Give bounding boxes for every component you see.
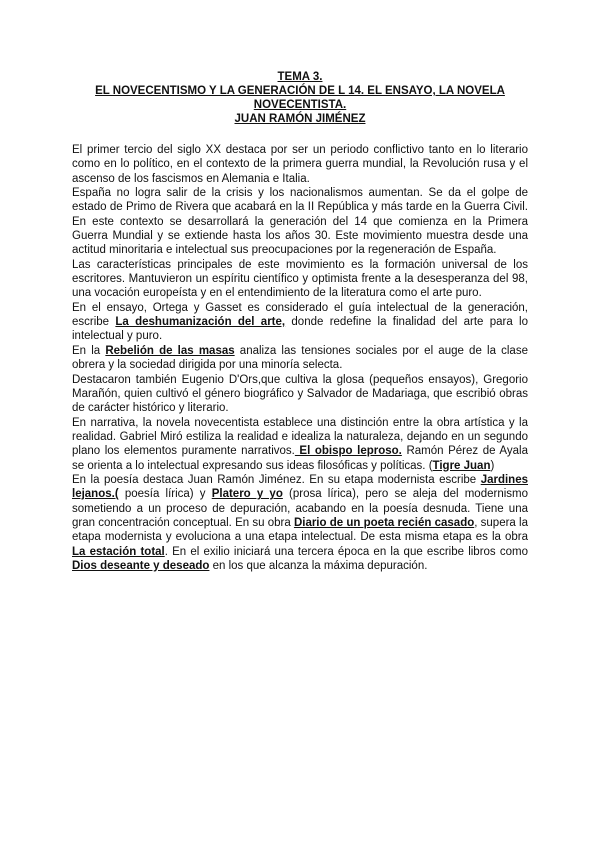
text-run: En narrativa, la novela novecentista establece una distinción entre la obra artística y la realidad. Gabriel Miró estiliza la realidad e idealiza la naturaleza, dejando en un segundo plano los elementos puramente narrativos. [72, 416, 528, 458]
book-title: El obispo leproso. [294, 445, 402, 458]
title-line: TEMA 3. [277, 71, 323, 83]
text-run: poesía lírica) y [118, 488, 212, 501]
text-run: en los que alcanza la máxima depuración. [209, 559, 428, 572]
paragraph-context: España no logra salir de la crisis y los nacionalismos aumentan. Se da el golpe de estado de Primo de Rivera que acabará en la II República y más tarde en la Guerra Civil. En este contexto se desarrollará la generación del 14 que comienza en la Primera Guerra Mundial y se extiende hasta los años 30. Este movimiento muestra desde una actitud minoritaria e intelectual sus preocupaciones por la regeneración de España. [72, 187, 528, 257]
book-title: Dios deseante y deseado [72, 559, 210, 572]
paragraph-poetry [72, 473, 528, 573]
paragraph-essayists: Destacaron también Eugenio D'Ors,que cultiva la glosa (pequeños ensayos), Gregorio Marañón, quien cultivó el género biográfico y Salvador de Madariaga, que escribió obras de carácter histórico y literario. [72, 373, 528, 415]
document-body [72, 143, 528, 573]
text-run: donde redefine la finalidad del arte para lo intelectual y puro. [72, 316, 528, 343]
paragraph-ortega [72, 301, 528, 344]
document-title [72, 70, 528, 126]
text-run: En el ensayo, Ortega y Gasset es considerado el guía intelectual de la generación, escribe [72, 301, 528, 329]
book-title: Rebelión de las masas [105, 344, 235, 357]
paragraph-intro: El primer tercio del siglo XX destaca por ser un periodo conflictivo tanto en lo literario como en lo político, en el contexto de la primera guerra mundial, la Revolución rusa y el ascenso de los fascismos en Alemania e Italia. [72, 144, 528, 185]
paragraph-rebelion [72, 344, 528, 373]
text-run: (prosa lírica), pero se aleja del modernismo sometiendo a un proceso de depuración, acabando en la poesía desnuda. Tiene una gran concentración conceptual. En su obra [72, 488, 528, 529]
title-line: EL NOVECENTISMO Y LA GENERACIÓN DE L 14. EL ENSAYO, LA NOVELA [95, 85, 505, 97]
text-run: analiza las tensiones sociales por el auge de la clase obrera y la sociedad dirigida por una minoría selecta. [72, 344, 528, 372]
paragraph-narrative [72, 416, 528, 473]
text-run: ) [490, 459, 495, 472]
text-run: Ramón Pérez de Ayala se orienta a lo intelectual expresando sus ideas filosóficas y políticas. ( [72, 445, 528, 472]
text-run: En la [72, 344, 106, 357]
book-title: Diario de un poeta recién casado [293, 516, 475, 529]
text-run: En la poesía destaca Juan Ramón Jiménez. En su etapa modernista escribe [72, 473, 481, 486]
book-title: Platero y yo [211, 488, 283, 501]
book-title: Tigre Juan [432, 459, 491, 472]
book-title: La deshumanización del arte, [115, 316, 286, 329]
paragraph-characteristics: Las características principales de este movimiento es la formación universal de los escritores. Mantuvieron un espíritu científico y optimista frente a la desesperanza del 98, una vocación europeísta y en el entendimiento de la literatura como el arte puro. [72, 258, 528, 300]
text-run: , supera la etapa modernista y evoluciona a una etapa intelectual. De esta misma etapa es la obra [72, 516, 528, 544]
title-line: NOVECENTISTA. [253, 99, 347, 111]
text-run: . En el exilio iniciará una tercera época en la que escribe libros como [164, 545, 528, 558]
title-line: JUAN RAMÓN JIMÉNEZ [234, 113, 366, 125]
book-title: La estación total [72, 545, 165, 558]
book-title: Jardines lejanos.( [72, 473, 528, 501]
